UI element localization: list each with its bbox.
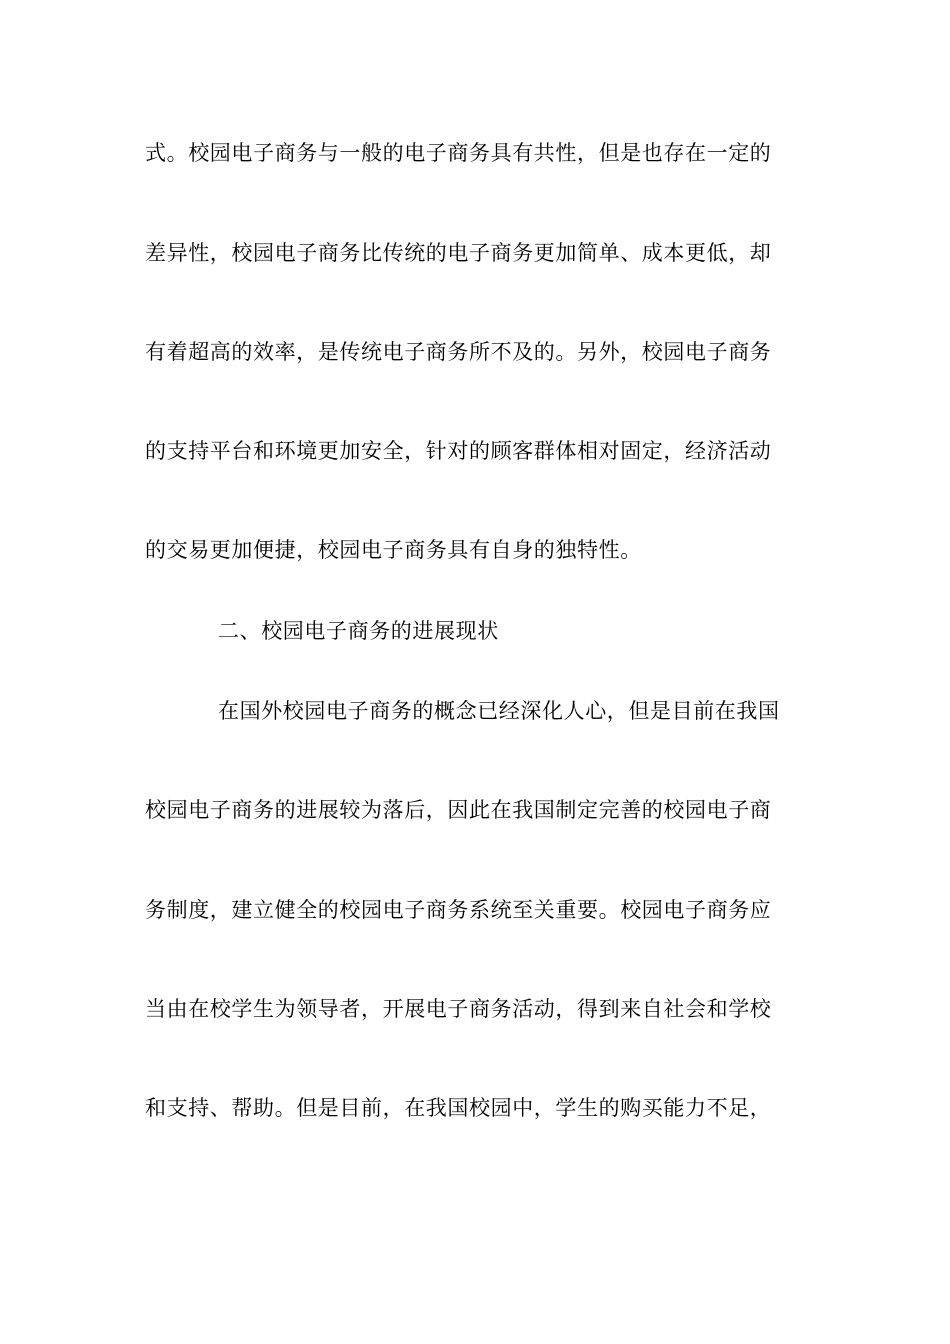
paragraph-line: 差异性，校园电子商务比传统的电子商务更加简单、成本更低，却 [145, 241, 772, 265]
paragraph-line: 当由在校学生为领导者，开展电子商务活动，得到来自社会和学校 [145, 997, 772, 1021]
paragraph-line: 务制度，建立健全的校园电子商务系统至关重要。校园电子商务应 [145, 898, 772, 922]
paragraph-line: 有着超高的效率，是传统电子商务所不及的。另外，校园电子商务 [145, 340, 772, 364]
paragraph-line: 的支持平台和环境更加安全，针对的顾客群体相对固定，经济活动 [145, 439, 772, 463]
paragraph-line: 在国外校园电子商务的概念已经深化人心，但是目前在我国 [218, 699, 780, 723]
paragraph-line: 的交易更加便捷，校园电子商务具有自身的独特性。 [145, 538, 642, 562]
section-heading: 二、校园电子商务的进展现状 [218, 619, 499, 643]
paragraph-line: 式。校园电子商务与一般的电子商务具有共性，但是也存在一定的 [145, 141, 772, 165]
paragraph-line: 校园电子商务的进展较为落后，因此在我国制定完善的校园电子商 [145, 798, 772, 822]
paragraph-line: 和支持、帮助。但是目前，在我国校园中，学生的购买能力不足， [145, 1096, 772, 1120]
